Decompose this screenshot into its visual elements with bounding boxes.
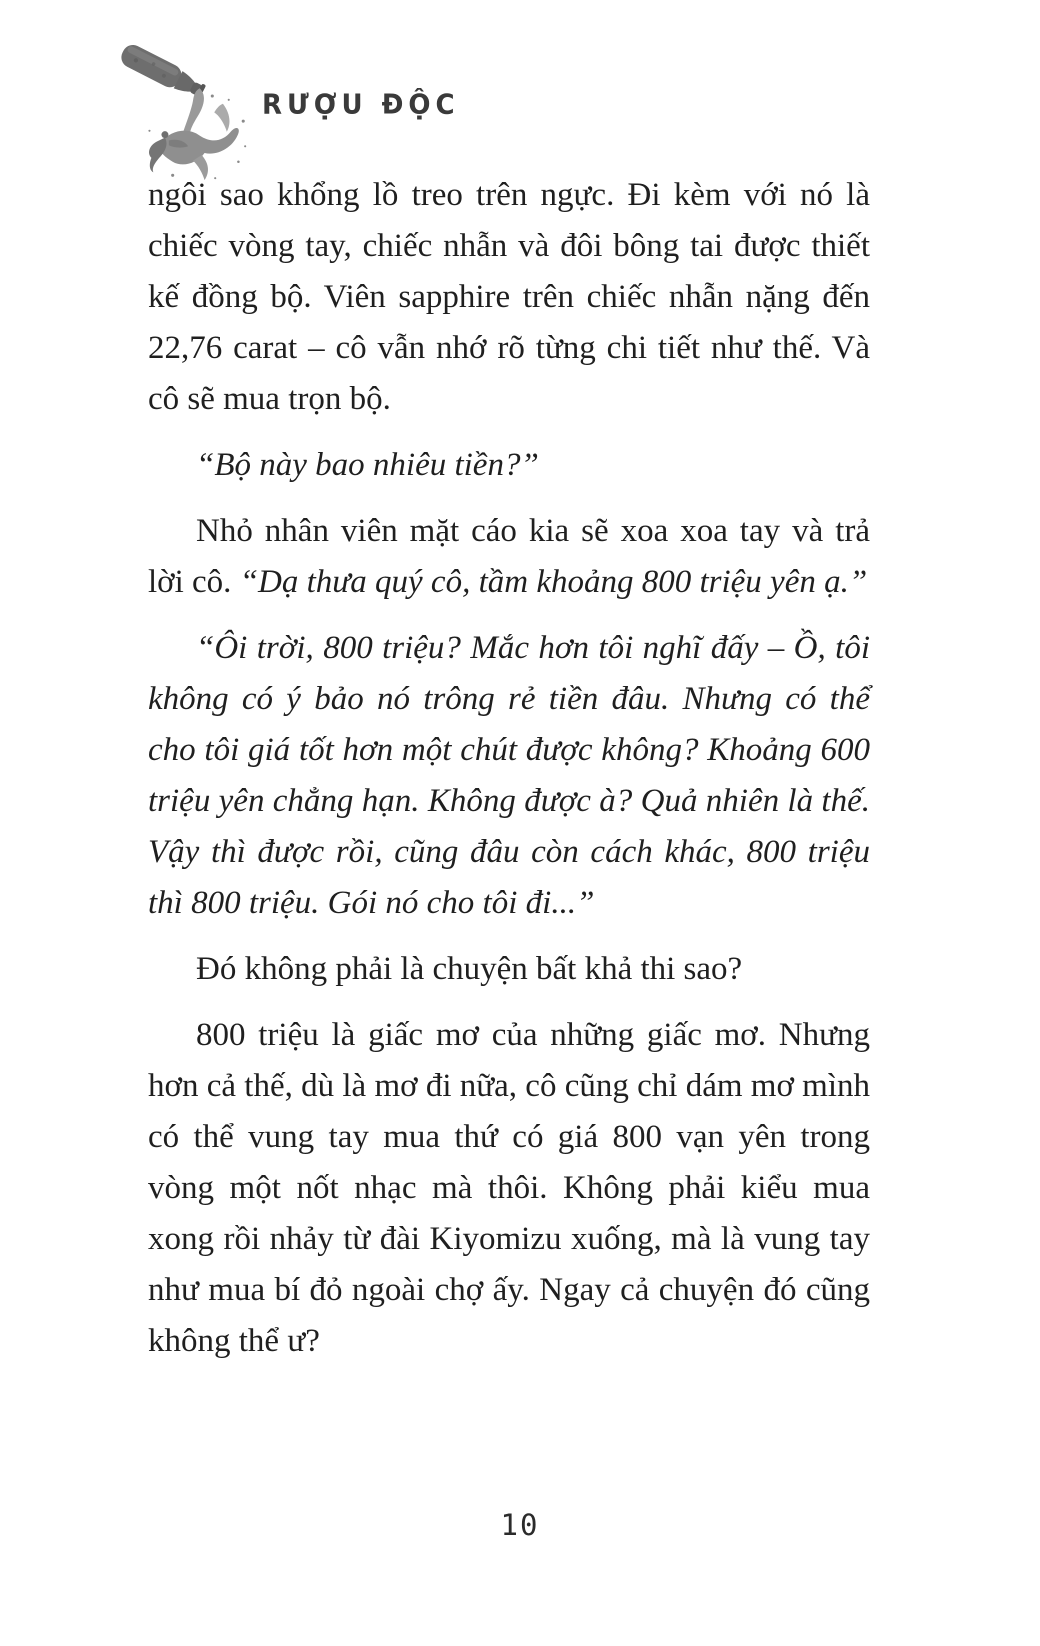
body-text: Đó không phải là chuyện bất khả thi sao?: [196, 951, 743, 987]
body-text: ngôi sao khổng lồ treo trên ngực. Đi kèm với nó là chiếc vòng tay, chiếc nhẫn và đôi bông tai được thiết kế đồng bộ. Viên sapphire trên chiếc nhẫn nặng đến 22,76 carat – cô vẫn nhớ rõ từng chi tiết như thế. Và cô sẽ mua trọn bộ.: [148, 177, 870, 417]
dialogue-text: “Bộ này bao nhiêu tiền?”: [196, 447, 539, 483]
dialogue-text: “Ôi trời, 800 triệu? Mắc hơn tôi nghĩ đấy – Ồ, tôi không có ý bảo nó trông rẻ tiền đâu. Nhưng có thể cho tôi giá tốt hơn một chút được không? Khoảng 600 triệu yên chẳng hạn. Không được à? Quả nhiên là thế. Vậy thì được rồi, cũng đâu còn cách khác, 800 triệu thì 800 triệu. Gói nó cho tôi đi...”: [148, 630, 870, 921]
paragraph: [148, 440, 870, 491]
bottle-shape: [118, 41, 208, 102]
chapter-title: RƯỢU ĐỘC: [262, 89, 460, 121]
body-text: 800 triệu là giấc mơ của những giấc mơ. Nhưng hơn cả thế, dù là mơ đi nữa, cô cũng chỉ dám mơ mình có thể vung tay mua thứ có giá 800 vạn yên trong vòng một nốt nhạc mà thôi. Không phải kiểu mua xong rồi nhảy từ đài Kiyomizu xuống, mà là vung tay như mua bí đỏ ngoài chợ ấy. Ngay cả chuyện đó cũng không thể ư?: [148, 1017, 870, 1359]
bottle-pour-illustration: [112, 38, 272, 183]
chapter-header: [0, 0, 1040, 175]
paragraph: [148, 623, 870, 929]
paragraph: [148, 944, 870, 995]
dialogue-text: “Dạ thưa quý cô, tầm khoảng 800 triệu yên ạ.”: [239, 564, 868, 600]
paragraph: [148, 506, 870, 608]
pour-stream: [182, 88, 204, 136]
page-body: [148, 170, 870, 1382]
paragraph: [148, 1010, 870, 1367]
body-text: Nhỏ nhân viên mặt cáo kia sẽ xoa xoa tay và trả lời cô.: [148, 513, 870, 600]
page-number: 10: [500, 1508, 540, 1542]
paragraph: [148, 170, 870, 425]
ink-bottle-icon: [112, 38, 272, 183]
page-footer: [0, 1508, 1040, 1542]
